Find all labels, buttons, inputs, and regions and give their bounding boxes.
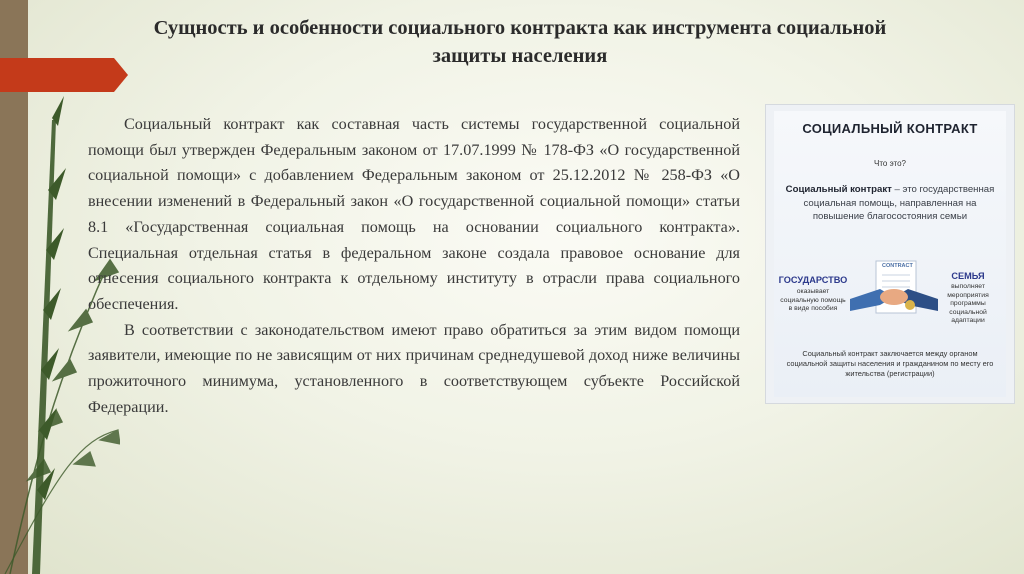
poster-family-heading: СЕМЬЯ bbox=[951, 271, 985, 281]
poster-title: СОЦИАЛЬНЫЙ КОНТРАКТ bbox=[802, 121, 978, 136]
slide-body bbox=[88, 112, 740, 420]
poster-state-heading: ГОСУДАРСТВО bbox=[778, 275, 848, 285]
social-contract-poster bbox=[765, 104, 1015, 404]
poster-panel bbox=[774, 111, 1006, 397]
slide-title: Сущность и особенности социального контракта как инструмента социальной защиты населения bbox=[153, 17, 887, 67]
poster-family-text: выполняет мероприятия программы социальной адаптации bbox=[947, 283, 989, 324]
poster-state-text: оказывает социальную помощь в виде пособия bbox=[780, 288, 846, 312]
poster-definition bbox=[780, 183, 1000, 224]
poster-subtitle: Что это? bbox=[874, 159, 906, 168]
poster-contract-label: CONTRACT bbox=[882, 263, 913, 269]
poster-definition-term: Социальный контракт bbox=[785, 184, 892, 195]
paragraph-eligibility: В соответствии с законодательством имеют право обратиться за этим видом помощи заявители, имеющие по не зависящим от них причинам среднедушевой доход ниже величины прожиточного минимума, установленного в соответствующем субъекте Российской Федерации. bbox=[88, 320, 740, 416]
paragraph-legal-basis: Социальный контракт как составная часть системы государственной социальной помощи был утвержден Федеральным законом от 17.07.1999 № 178-ФЗ «О государственной социальной помощи» с добавлением Федеральным законом от 25.12.2012 № 258-ФЗ «О внесении изменений в Федеральный закон «О государственной социальной помощи» статьи 8.1 «Государственная социальная помощь на основании социального контракта». Специальная отдельная статья в федеральном законе создала правовое основание для отнесения социального контракта к отдельному институту в отрасли права социального обеспечения. bbox=[88, 115, 740, 313]
poster-definition-text: – это государственная социальная помощь, направленная на повышение благосостояния семьи bbox=[803, 184, 995, 222]
poster-footer: Социальный контракт заключается между органом социальной защиты населения и гражданином по месту его жительства (регистрации) bbox=[786, 349, 994, 378]
